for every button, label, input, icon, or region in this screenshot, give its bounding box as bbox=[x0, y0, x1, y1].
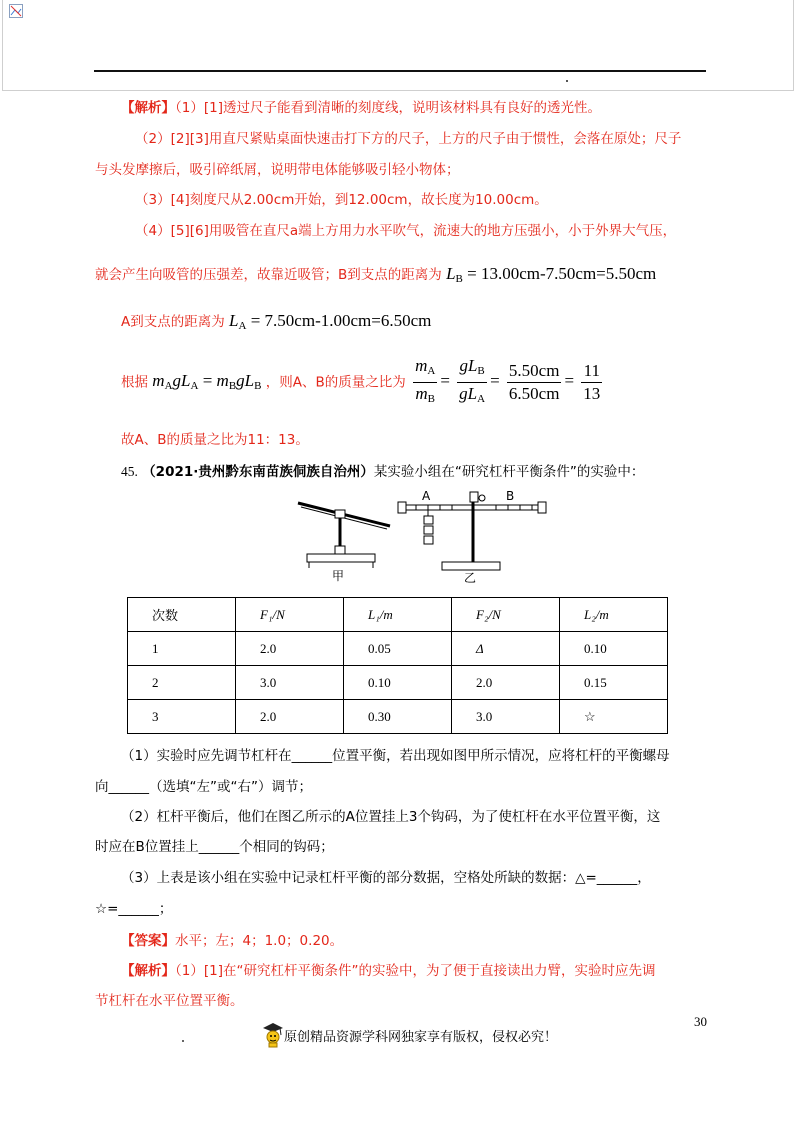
question-2-line-a: （2）杠杆平衡后，他们在图乙所示的A位置挂上3个钩码，为了使杠杆在水平位置平衡，这 bbox=[121, 809, 661, 825]
analysis-line-5: （4）[5][6]用吸管在直尺a端上方用力水平吹气，流速大的地方压强小，小于外界大气压， bbox=[135, 223, 677, 239]
analysis-line-3: 与头发摩擦后，吸引碎纸屑，说明带电体能够吸引轻小物体； bbox=[95, 162, 460, 178]
table-row: 3 2.0 0.30 3.0 ☆ bbox=[128, 700, 668, 734]
table-row: 1 2.0 0.05 Δ 0.10 bbox=[128, 632, 668, 666]
analysis-line-8: 根据 $m_AgL_A = m_BgL_B$ ，则A、B的质量之比为 $\frac{m_A}{m_B}$ = $\frac{gL_B}{gL_A}$ = $\frac{5.50cm}{6.50cm}$ = $\frac{11}{13}$ bbox=[121, 356, 605, 409]
formula-la: $L_A = 7.50cm-1.00cm=6.50cm$ bbox=[229, 311, 432, 332]
analysis-line-1: 【解析】（1）[1]透过尺子能看到清晰的刻度线，说明该材料具有良好的透光性。 bbox=[121, 100, 601, 116]
formula-ratio: $\frac{m_A}{m_B}$ = $\frac{gL_B}{gL_A}$ = $\frac{5.50cm}{6.50cm}$ = $\frac{11}{13}$ bbox=[415, 356, 601, 405]
fig-label-b: B bbox=[506, 489, 515, 503]
question-source: （2021·贵州黔东南苗族侗族自治州） bbox=[142, 464, 374, 480]
footer-dot bbox=[182, 1040, 184, 1042]
analysis-line-4: （3）[4]刻度尺从2.00cm开始，到12.00cm，故长度为10.00cm。 bbox=[135, 192, 548, 208]
analysis-line-9: 故A、B的质量之比为11：13。 bbox=[121, 432, 309, 448]
scholar-mascot-icon bbox=[262, 1022, 284, 1048]
analysis-tag: 【解析】 bbox=[121, 100, 175, 116]
formula-lb: $L_B = 13.00cm-7.50cm=5.50cm$ bbox=[446, 264, 657, 285]
question-1-line-a: （1）实验时应先调节杠杆在______位置平衡，若出现如图甲所示情况，应将杠杆的平衡螺母 bbox=[121, 748, 670, 764]
question-3-line-a: （3）上表是该小组在实验中记录杠杆平衡的部分数据，空格处所缺的数据：△=______， bbox=[121, 870, 651, 886]
lever-figure-jia bbox=[295, 490, 395, 582]
answer-line: 【答案】水平；左；4；1.0；0.20。 bbox=[121, 933, 344, 949]
analysis2-line-2: 节杠杆在水平位置平衡。 bbox=[95, 993, 244, 1009]
header-dot bbox=[566, 80, 568, 82]
analysis-line-7: A到支点的距离为 $L_A = 7.50cm-1.00cm=6.50cm$ bbox=[121, 311, 432, 332]
header-frame bbox=[2, 0, 794, 91]
analysis2-tag: 【解析】 bbox=[121, 963, 175, 979]
question-3-line-b: ☆=______； bbox=[95, 901, 173, 917]
page-number: 30 bbox=[694, 1014, 707, 1029]
footer bbox=[262, 1022, 557, 1048]
data-table bbox=[127, 597, 668, 734]
fig-jia-label: 甲 bbox=[332, 569, 345, 582]
analysis2-line-1: 【解析】（1）[1]在“研究杠杆平衡条件”的实验中，为了便于直接读出力臂，实验时应先调 bbox=[121, 963, 656, 979]
fig-yi-label: 乙 bbox=[464, 571, 477, 584]
question-45-stem: 45. （2021·贵州黔东南苗族侗族自治州）某实验小组在“研究杠杆平衡条件”的实验中： bbox=[121, 464, 645, 480]
analysis-line-6: 就会产生向吸管的压强差，故靠近吸管；B到支点的距离为 $L_B = 13.00cm-7.50cm=5.50cm$ bbox=[95, 264, 657, 285]
table-row: 2 3.0 0.10 2.0 0.15 bbox=[128, 666, 668, 700]
table-header-row: 次数 F₁/N L₁/m F₂/N L₂/m bbox=[128, 598, 668, 632]
answer-tag: 【答案】 bbox=[121, 933, 175, 949]
header-rule bbox=[94, 70, 706, 72]
footer-text: 原创精品资源学科网独家享有版权，侵权必究！ bbox=[284, 1029, 558, 1045]
question-2-line-b: 时应在B位置挂上______个相同的钩码； bbox=[95, 839, 334, 855]
question-1-line-b: 向______（选填“左”或“右”）调节； bbox=[95, 779, 312, 795]
broken-image-icon bbox=[9, 4, 23, 18]
lever-figure-yi bbox=[396, 488, 548, 584]
formula-balance: $m_AgL_A = m_BgL_B$ bbox=[152, 371, 262, 393]
analysis-line-2: （2）[2][3]用直尺紧贴桌面快速击打下方的尺子，上方的尺子由于惯性，会落在原处；尺子 bbox=[135, 131, 682, 147]
fig-label-a: A bbox=[422, 489, 431, 503]
